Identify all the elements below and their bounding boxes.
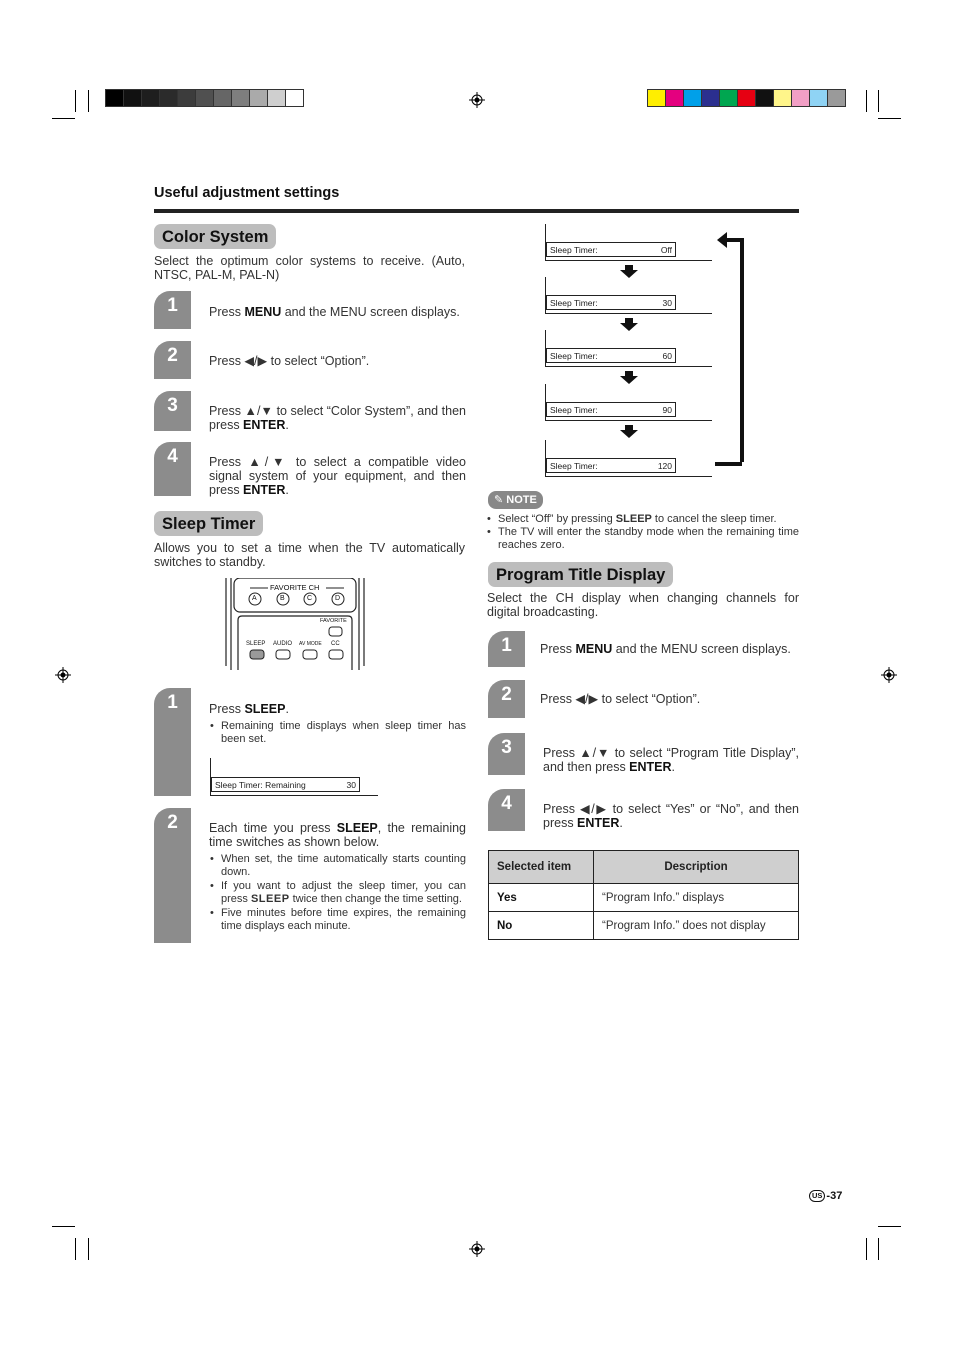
page-number [809, 1190, 842, 1202]
list-item: • The TV will enter the standby mode when the remaining time reaches zero. [487, 526, 799, 552]
osd-frame-line [210, 795, 378, 796]
step-number: 1 [154, 291, 191, 329]
color-swatch [268, 90, 286, 106]
osd-value: 30 [662, 298, 672, 308]
step-number: 3 [488, 733, 525, 775]
list-item: • When set, the time automatically starts counting down. [210, 853, 466, 879]
remote-button-a-label: A [252, 595, 257, 602]
sleep-timer-intro: Allows you to set a time when the TV automatically switches to standby. [154, 541, 465, 569]
pencil-icon: ✎ [494, 494, 504, 506]
osd-label: Sleep Timer: [550, 461, 598, 471]
loop-back-arrow-icon [715, 232, 745, 466]
color-system-intro: Select the optimum color systems to receive. (Auto, NTSC, PAL-M, PAL-N) [154, 254, 465, 282]
step-number: 3 [154, 391, 191, 431]
step-instruction: Press ▲/▼ to select “Color System”, and then press ENTER. [209, 404, 466, 432]
table-cell: No [489, 912, 594, 940]
osd-sleep-timer-4 [546, 458, 676, 473]
osd-value: 60 [662, 351, 672, 361]
step-instruction: Each time you press SLEEP, the remaining time switches as shown below. [209, 821, 466, 849]
note-badge: ✎ NOTE [488, 491, 543, 509]
step-number: 2 [488, 680, 525, 718]
down-arrow-icon [620, 323, 638, 331]
color-swatch [178, 90, 196, 106]
osd-frame-line [545, 260, 712, 261]
bullet-list [210, 853, 466, 933]
remote-label-cc: CC [331, 641, 340, 647]
color-swatch [106, 90, 124, 106]
crop-mark [75, 1238, 76, 1260]
osd-value: Off [660, 245, 672, 255]
crop-mark [878, 1238, 879, 1260]
color-swatch [648, 90, 666, 106]
program-title-table [488, 850, 799, 940]
table-row [489, 912, 799, 940]
color-bar [647, 89, 846, 107]
color-swatch [232, 90, 250, 106]
osd-sleep-remaining [211, 777, 360, 792]
color-swatch [810, 90, 828, 106]
registration-mark-icon [881, 667, 897, 683]
list-item: • Five minutes before time expires, the remaining time displays each minute. [210, 907, 466, 933]
osd-frame-line [545, 420, 712, 421]
osd-label: Sleep Timer: [550, 245, 598, 255]
color-system-title: Color System [154, 224, 276, 249]
crop-mark [866, 1238, 867, 1260]
osd-label: Sleep Timer: Remaining [215, 780, 306, 790]
table-cell: “Program Info.” does not display [594, 912, 799, 940]
header-rule [154, 209, 799, 213]
region-badge: US [809, 1190, 825, 1202]
osd-frame-line [545, 476, 712, 477]
color-swatch [250, 90, 268, 106]
sleep-timer-title: Sleep Timer [154, 511, 263, 536]
crop-mark [878, 90, 879, 112]
color-swatch [214, 90, 232, 106]
osd-label: Sleep Timer: [550, 298, 598, 308]
step-instruction: Press MENU and the MENU screen displays. [209, 305, 460, 319]
crop-mark [88, 90, 89, 112]
remote-label-favorite: FAVORITE [320, 618, 347, 624]
list-item: • Remaining time displays when sleep timer has been set. [210, 720, 466, 746]
color-swatch [774, 90, 792, 106]
remote-label-av-mode: AV MODE [299, 641, 322, 647]
osd-label: Sleep Timer: [550, 405, 598, 415]
section-header: Useful adjustment settings [154, 185, 340, 201]
osd-sleep-timer-1 [546, 295, 676, 310]
osd-sleep-timer-0 [546, 242, 676, 257]
color-swatch [124, 90, 142, 106]
crop-mark [866, 90, 867, 112]
step-instruction: Press ▲/▼ to select a compatible video signal system of your equipment, and then press ENTER. [209, 455, 466, 497]
step-instruction: Press SLEEP. [209, 702, 289, 716]
remote-button-d-label: D [335, 595, 341, 602]
step-number: 2 [154, 341, 191, 379]
osd-sleep-timer-2 [546, 348, 676, 363]
grayscale-bar [105, 89, 304, 107]
registration-mark-icon [469, 92, 485, 108]
down-arrow-icon [620, 270, 638, 278]
color-swatch [666, 90, 684, 106]
osd-sleep-timer-3 [546, 402, 676, 417]
step-instruction: Press ◀/▶ to select “Option”. [540, 692, 701, 706]
note-list [487, 513, 799, 552]
color-swatch [756, 90, 774, 106]
down-arrow-icon [620, 376, 638, 384]
list-item: • Select “Off” by pressing SLEEP to cancel the sleep timer. [487, 513, 799, 526]
registration-mark-icon [55, 667, 71, 683]
color-swatch [196, 90, 214, 106]
registration-mark-icon [469, 1241, 485, 1257]
step-instruction: Press ◀/▶ to select “Yes” or “No”, and then press ENTER. [543, 802, 799, 830]
list-item: • If you want to adjust the sleep timer, you can press SLEEP twice then change the time setting. [210, 880, 466, 906]
remote-label-favorite-ch: FAVORITE CH [270, 583, 320, 592]
color-swatch [828, 90, 845, 106]
crop-mark [878, 118, 901, 119]
color-swatch [684, 90, 702, 106]
remote-button-b-label: B [280, 595, 285, 602]
step-number: 1 [488, 631, 525, 667]
osd-value: 30 [346, 780, 356, 790]
remote-button-c-label: C [307, 595, 313, 602]
step-number: 2 [154, 808, 191, 943]
crop-mark [75, 90, 76, 112]
osd-value: 120 [657, 461, 672, 471]
remote-label-audio: AUDIO [273, 641, 293, 647]
color-swatch [286, 90, 303, 106]
step-number: 1 [154, 688, 191, 796]
color-swatch [792, 90, 810, 106]
table-row [489, 884, 799, 912]
program-title-display-title: Program Title Display [488, 562, 673, 587]
color-swatch [720, 90, 738, 106]
table-cell: “Program Info.” displays [594, 884, 799, 912]
crop-mark [52, 1226, 75, 1227]
page-number-text: -37 [826, 1190, 843, 1202]
osd-value: 90 [662, 405, 672, 415]
step-instruction: Press MENU and the MENU screen displays. [540, 642, 791, 656]
crop-mark [88, 1238, 89, 1260]
table-header-row [489, 851, 799, 884]
color-swatch [142, 90, 160, 106]
osd-frame-line [545, 366, 712, 367]
step-instruction: Press ◀/▶ to select “Option”. [209, 354, 370, 368]
color-swatch [702, 90, 720, 106]
step-instruction: Press ▲/▼ to select “Program Title Display”, and then press ENTER. [543, 746, 799, 774]
step-number: 4 [154, 442, 191, 496]
osd-frame-line [545, 313, 712, 314]
crop-mark [52, 118, 75, 119]
table-header: Description [594, 851, 799, 884]
program-title-intro: Select the CH display when changing channels for digital broadcasting. [487, 591, 799, 619]
bullet-list [210, 720, 466, 746]
table-header: Selected item [489, 851, 594, 884]
osd-label: Sleep Timer: [550, 351, 598, 361]
remote-label-sleep: SLEEP [246, 641, 266, 647]
color-swatch [160, 90, 178, 106]
color-swatch [738, 90, 756, 106]
table-cell: Yes [489, 884, 594, 912]
crop-mark [878, 1226, 901, 1227]
down-arrow-icon [620, 430, 638, 438]
step-number: 4 [488, 789, 525, 831]
